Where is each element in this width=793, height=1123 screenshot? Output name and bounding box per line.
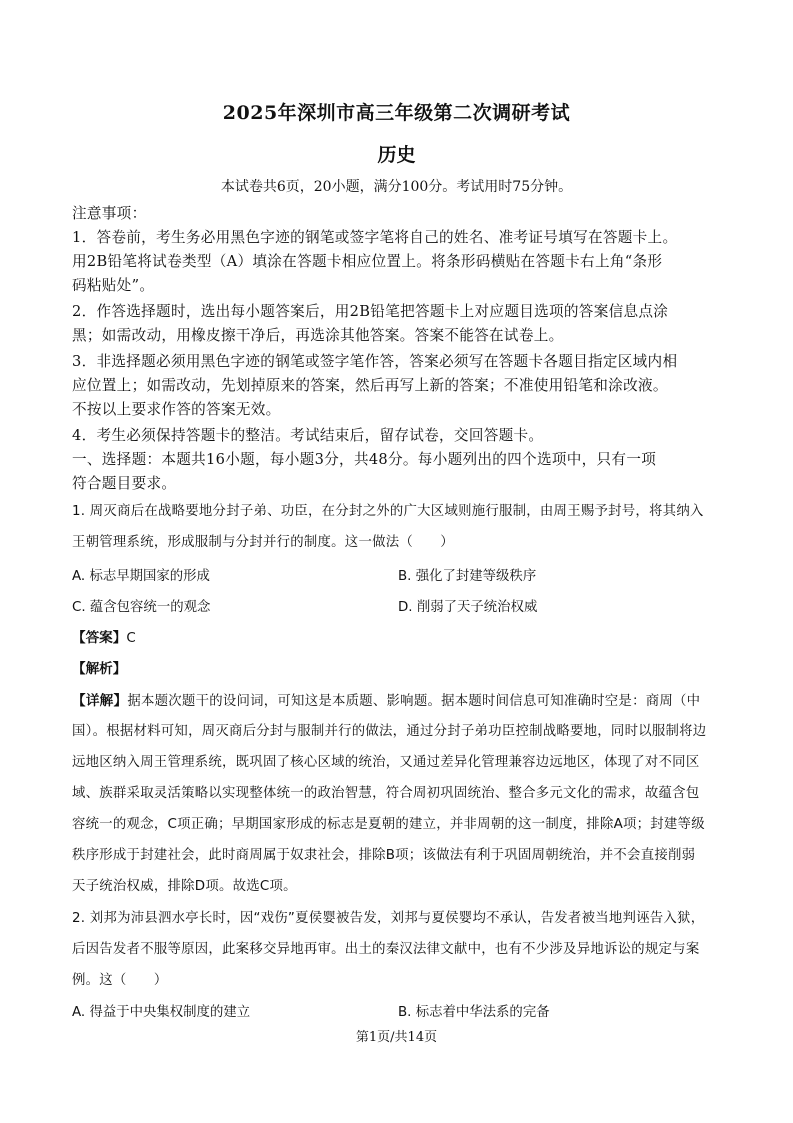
notice-line: 应位置上；如需改动，先划掉原来的答案，然后再写上新的答案；不准使用铅笔和涂改液。 xyxy=(72,377,668,394)
q1-option-d: D. 削弱了天子统治权威 xyxy=(398,600,538,615)
q1-answer xyxy=(72,626,136,646)
section-heading: 符合题目要求。 xyxy=(72,475,177,492)
notice-line: 4．考生必须保持答题卡的整洁。考试结束后，留存试卷，交回答题卡。 xyxy=(72,427,544,444)
q1-detail-line: 容统一的观念，C项正确；早期国家形成的标志是夏朝的建立，并非周朝的这一制度，排除A项；封建等级 xyxy=(72,817,705,832)
section-heading: 一、选择题：本题共16小题，每小题3分，共48分。每小题列出的四个选项中，只有一项 xyxy=(72,451,657,468)
page-footer: 第1页/共14页 xyxy=(355,1030,438,1045)
q1-detail-line: 域、族群采取灵活策略以实现整体统一的政治智慧，符合周初巩固统治、整合多元文化的需求，故蕴含包 xyxy=(72,786,700,801)
q1-detail-line xyxy=(72,689,700,709)
notice-line: 码粘贴处”。 xyxy=(72,277,155,294)
notice-line: 2．作答选择题时，选出每小题答案后，用2B铅笔把答题卡上对应题目选项的答案信息点涂 xyxy=(72,303,669,320)
notice-line: 用2B铅笔将试卷类型（A）填涂在答题卡相应位置上。将条形码横贴在答题卡右上角“条形 xyxy=(72,253,663,270)
answer-value: C xyxy=(126,631,136,646)
notice-line: 3．非选择题必须用黑色字迹的钢笔或签字笔作答，答案必须写在答题卡各题目指定区域内相 xyxy=(72,353,678,370)
q1-detail-line: 国）。根据材料可知，周灭商后分封与服制并行的做法，通过分封子弟功臣控制战略要地，同时以服制将边 xyxy=(72,724,707,739)
answer-label: 【答案】 xyxy=(72,630,127,646)
notice-line: 1．答卷前，考生务必用黑色字迹的钢笔或签字笔将自己的姓名、准考证号填写在答题卡上。 xyxy=(72,229,678,246)
q1-option-b: B. 强化了封建等级秩序 xyxy=(398,569,537,584)
q1-option-c: C. 蕴含包容统一的观念 xyxy=(72,600,211,615)
q2-option-a: A. 得益于中央集权制度的建立 xyxy=(72,1005,251,1020)
subject-title: 历史 xyxy=(377,144,416,166)
question-2-stem: 后因告发者不服等原因，此案移交异地再审。出土的秦汉法律文献中，也有不少涉及异地诉讼的规定与案 xyxy=(72,942,700,957)
notice-line: 不按以上要求作答的答案无效。 xyxy=(72,401,281,418)
q1-option-a: A. 标志早期国家的形成 xyxy=(72,569,210,584)
exam-info: 本试卷共6页，20小题，满分100分。考试用时75分钟。 xyxy=(220,179,573,195)
q1-detail-line: 远地区纳入周王管理系统，既巩固了核心区域的统治，又通过差异化管理兼容边远地区，体现了对不同区 xyxy=(72,755,700,770)
question-1-stem: 1. 周灭商后在战略要地分封子弟、功臣，在分封之外的广大区域则施行服制，由周王赐予封号，将其纳入 xyxy=(72,504,704,519)
exam-title: 2025年深圳市高三年级第二次调研考试 xyxy=(222,102,571,124)
question-2-stem: 例。这（ ） xyxy=(72,973,168,988)
notice-heading: 注意事项： xyxy=(72,205,147,222)
q2-option-b: B. 标志着中华法系的完备 xyxy=(398,1005,550,1020)
q1-analysis-label: 【解析】 xyxy=(72,661,127,677)
notice-line: 黑；如需改动，用橡皮擦干净后，再选涂其他答案。答案不能答在试卷上。 xyxy=(72,327,564,344)
detail-label: 【详解】 xyxy=(72,693,128,709)
detail-text: 据本题次题干的设问词，可知这是本质题、影响题。据本题时间信息可知准确时空是：商周（中 xyxy=(127,694,701,709)
q1-detail-line: 秩序形成于封建社会，此时商周属于奴隶社会，排除B项；该做法有利于巩固周朝统治，并不会直接削弱 xyxy=(72,848,696,863)
q1-detail-line: 天子统治权威，排除D项。故选C项。 xyxy=(72,879,297,894)
question-2-stem: 2. 刘邦为沛县泗水亭长时，因“戏伤”夏侯婴被告发，刘邦与夏侯婴均不承认，告发者被当地判诬告入狱， xyxy=(72,911,705,926)
question-1-stem: 王朝管理系统，形成服制与分封并行的制度。这一做法（ ） xyxy=(72,535,454,550)
